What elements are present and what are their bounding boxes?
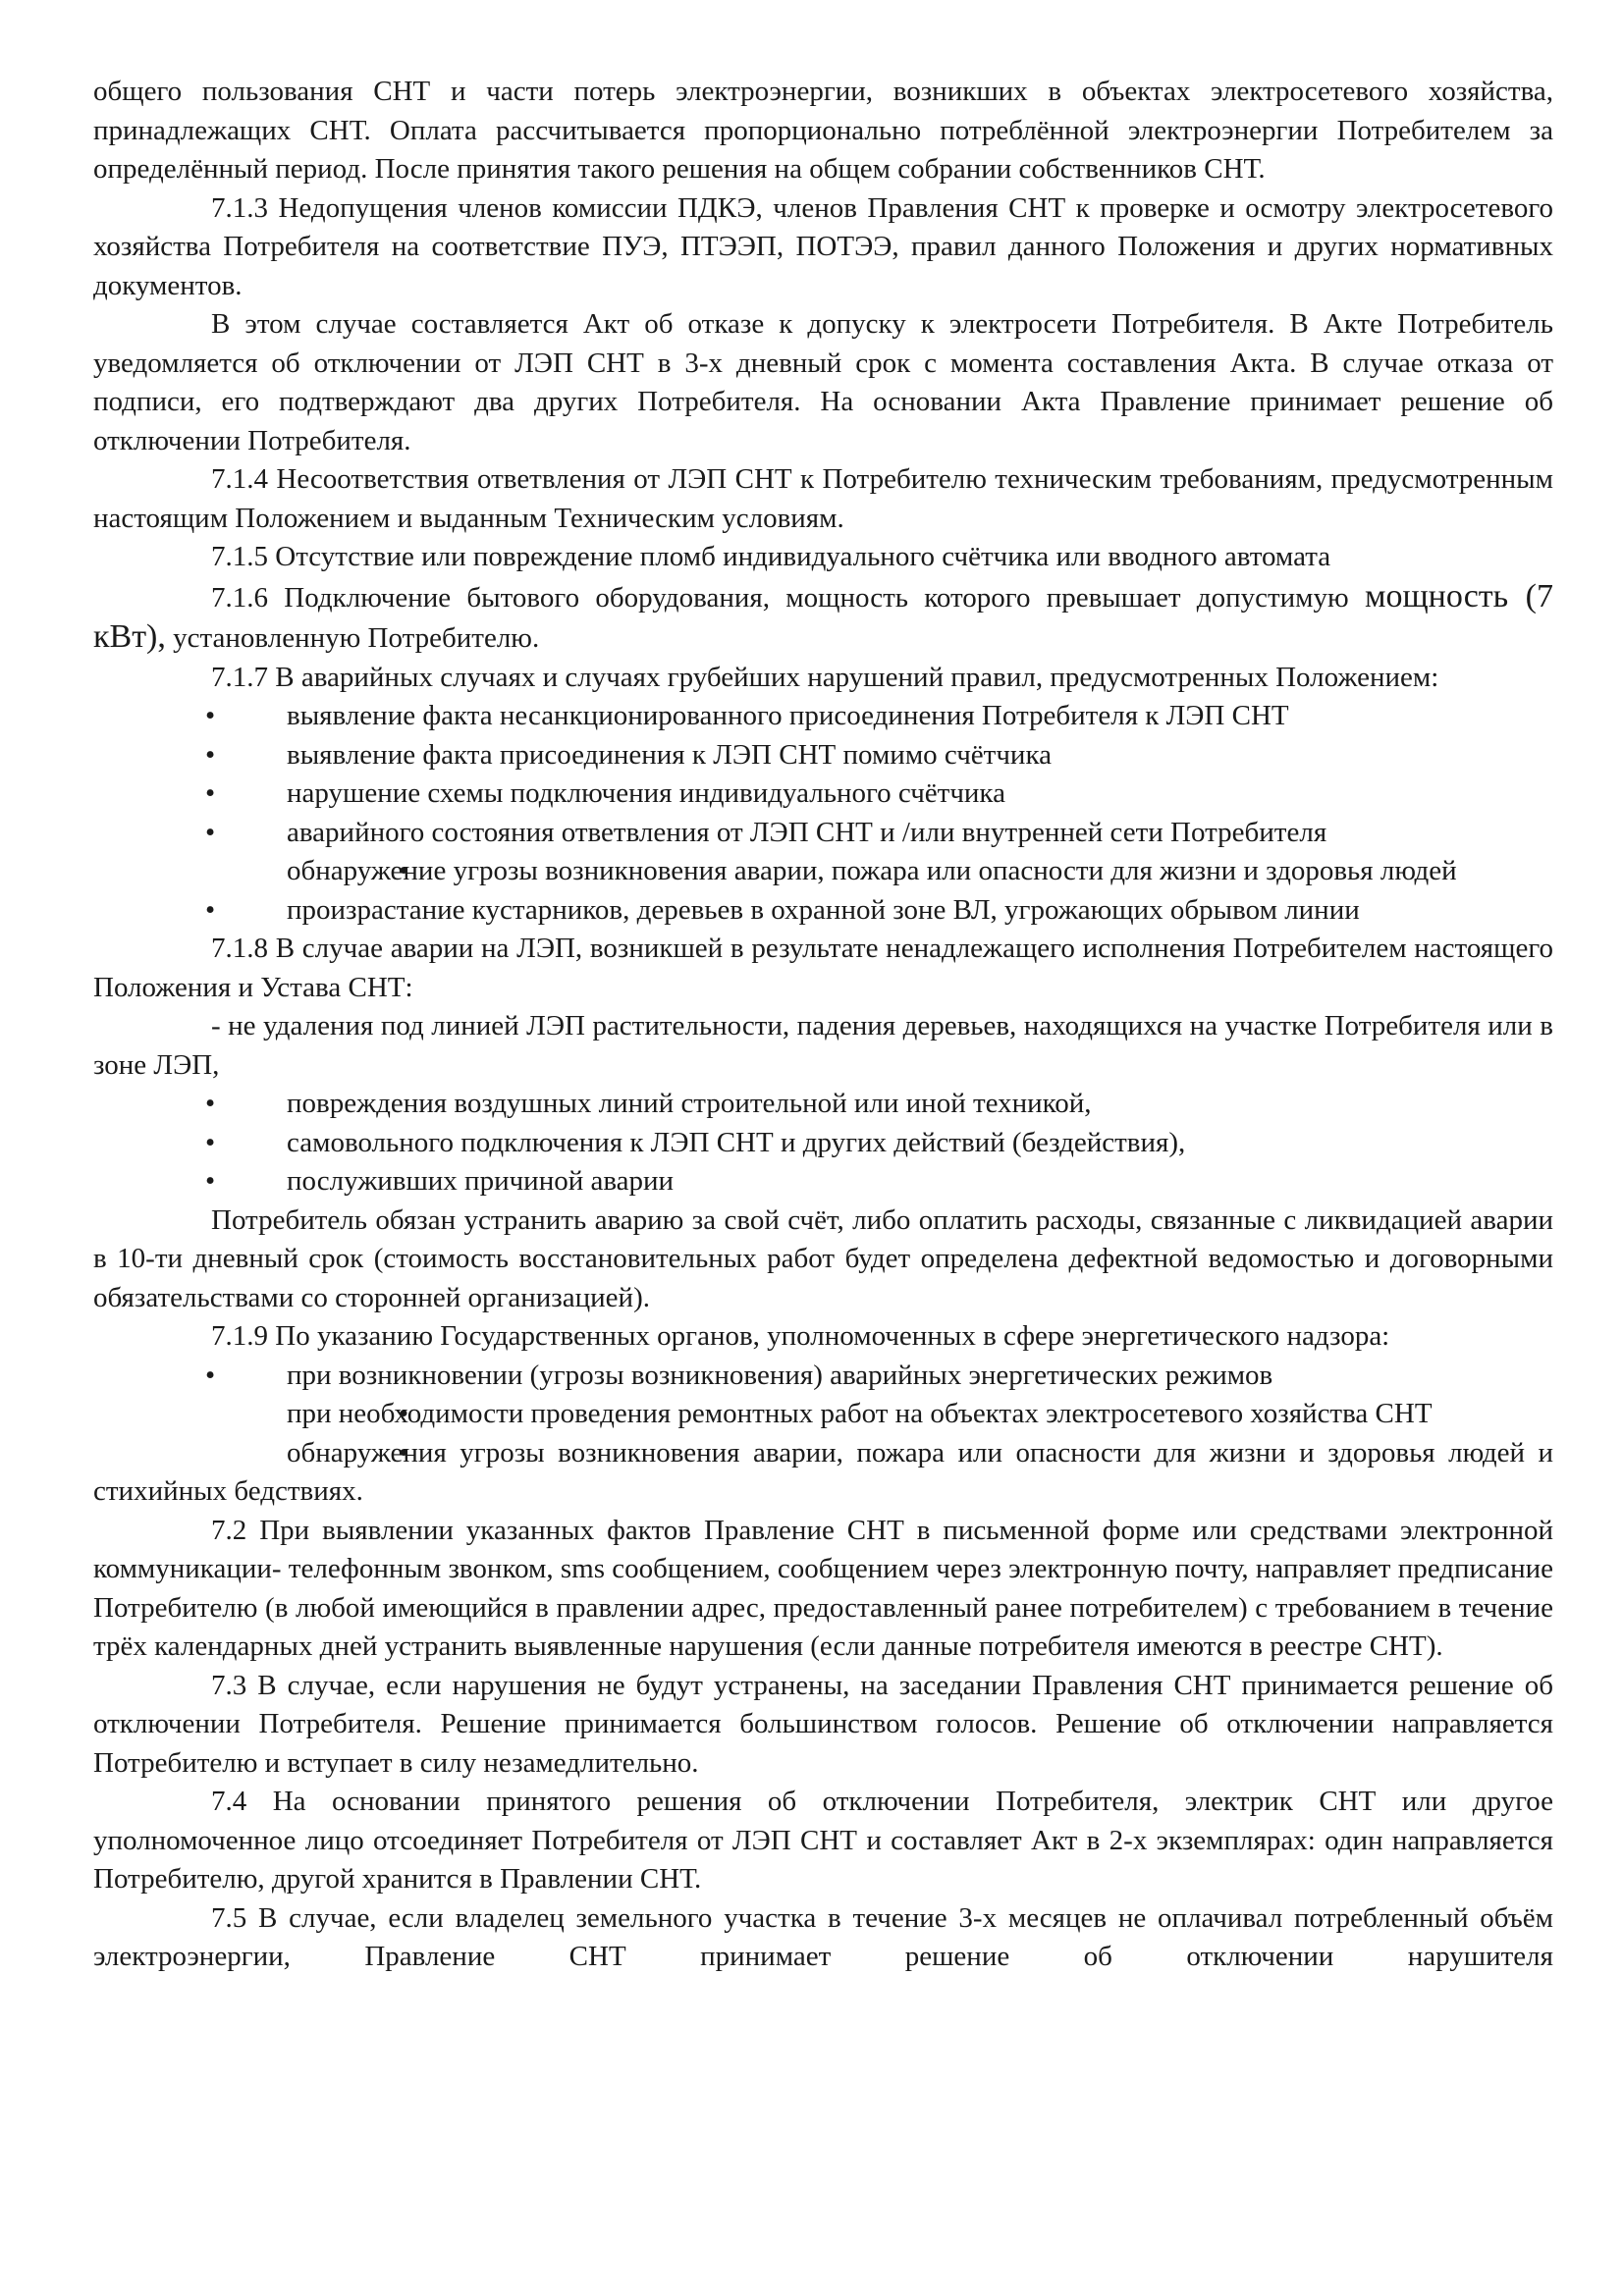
bullet-item: • при необходимости проведения ремонтных работ на объектах электросетевого хозяйства СНТ: [93, 1395, 1553, 1434]
bullet-item: • при возникновении (угрозы возникновения) аварийных энергетических режимов: [93, 1357, 1553, 1396]
paragraph-7-1-9: 7.1.9 По указанию Государственных органов, уполномоченных в сфере энергетического надзора:: [211, 1320, 1390, 1352]
bullet-item: • самовольного подключения к ЛЭП СНТ и других действий (бездействия),: [93, 1124, 1553, 1163]
paragraph-7-1-6-tail: установленную Потребителю.: [165, 622, 540, 654]
paragraph-7-1-4: 7.1.4 Несоответствия ответвления от ЛЭП СНТ к Потребителю техническим требованиям, предусмотренным настоящим Положением и выданным Техническим условиям.: [93, 463, 1553, 534]
power-limit-text: мощность (7 кВт),: [93, 577, 1553, 655]
paragraph-7-1-8-dash: - не удаления под линией ЛЭП растительности, падения деревьев, находящихся на участке Потребителя или в зоне ЛЭП,: [93, 1010, 1553, 1081]
paragraph-7-1-5: 7.1.5 Отсутствие или повреждение пломб индивидуального счётчика или вводного автомата: [211, 541, 1331, 572]
paragraph-7-1-8-obligation: Потребитель обязан устранить аварию за свой счёт, либо оплатить расходы, связанные с ликвидацией аварии в 10-ти дневный срок (стоимость восстановительных работ будет определена дефектной ведомостью и договорными обязательствами со сторонней организацией).: [93, 1203, 1553, 1313]
paragraph-intro: общего пользования СНТ и части потерь электроэнергии, возникших в объектах электросетевого хозяйства, принадлежащих СНТ. Оплата рассчитывается пропорционально потреблённой электроэнергии Потребителем за определённый период. После принятия такого решения на общем собрании собственников СНТ.: [93, 76, 1553, 185]
bullet-item: • аварийного состояния ответвления от ЛЭП СНТ и /или внутренней сети Потребителя: [93, 814, 1553, 853]
bullet-item: • послуживших причиной аварии: [93, 1162, 1553, 1201]
paragraph-7-1-3-act: В этом случае составляется Акт об отказе к допуску к электросети Потребителя. В Акте Потребитель уведомляется об отключении от ЛЭП СНТ в 3-х дневный срок с момента составления Акта. В случае отказа от подписи, его подтверждают два других Потребителя. На основании Акта Правление принимает решение об отключении Потребителя.: [93, 308, 1553, 456]
paragraph-7-2: 7.2 При выявлении указанных фактов Правление СНТ в письменной форме или средствами электронной коммуникации- телефонным звонком, sms сообщением, сообщением через электронную почту, направляет предписание Потребителю (в любой имеющийся в правлении адрес, предоставленный ранее потребителем) с требованием в течение трёх календарных дней устранить выявленные нарушения (если данные потребителя имеются в реестре СНТ).: [93, 1514, 1553, 1662]
bullet-item: • выявление факта несанкционированного присоединения Потребителя к ЛЭП СНТ: [93, 697, 1553, 736]
paragraph-7-1-8: 7.1.8 В случае аварии на ЛЭП, возникшей в результате ненадлежащего исполнения Потребителем настоящего Положения и Устава СНТ:: [93, 933, 1553, 1003]
document-page: [93, 73, 1553, 1977]
bullet-item: • нарушение схемы подключения индивидуального счётчика: [93, 774, 1553, 814]
bullet-item: • обнаружения угрозы возникновения аварии, пожара или опасности для жизни и здоровья людей и стихийных бедствиях.: [93, 1434, 1553, 1512]
paragraph-7-1-6-text: 7.1.6 Подключение бытового оборудования, мощность которого превышает допустимую: [211, 581, 1349, 614]
bullet-item: • выявление факта присоединения к ЛЭП СНТ помимо счётчика: [93, 736, 1553, 775]
paragraph-7-4: 7.4 На основании принятого решения об отключении Потребителя, электрик СНТ или другое уполномоченное лицо отсоединяет Потребителя от ЛЭП СНТ и составляет Акт в 2-х экземплярах: один направляется Потребителю, другой хранится в Правлении СНТ.: [93, 1786, 1553, 1895]
bullet-item: • произрастание кустарников, деревьев в охранной зоне ВЛ, угрожающих обрывом линии: [93, 891, 1553, 931]
paragraph-7-1-3: 7.1.3 Недопущения членов комиссии ПДКЭ, членов Правления СНТ к проверке и осмотру электросетевого хозяйства Потребителя на соответствие ПУЭ, ПТЭЭП, ПОТЭЭ, правил данного Положения и других нормативных документов.: [93, 191, 1553, 301]
paragraph-7-1-6: [93, 577, 1553, 659]
paragraph-7-3: 7.3 В случае, если нарушения не будут устранены, на заседании Правления СНТ принимается решение об отключении Потребителя. Решение принимается большинством голосов. Решение об отключении направляется Потребителю и вступает в силу незамедлительно.: [93, 1669, 1553, 1779]
bullet-item: • повреждения воздушных линий строительной или иной техникой,: [93, 1085, 1553, 1124]
bullet-item: • обнаружение угрозы возникновения аварии, пожара или опасности для жизни и здоровья людей: [93, 852, 1553, 891]
paragraph-7-1-7: 7.1.7 В аварийных случаях и случаях грубейших нарушений правил, предусмотренных Положением:: [211, 661, 1439, 693]
paragraph-7-5: 7.5 В случае, если владелец земельного участка в течение 3-х месяцев не оплачивал потребленный объём электроэнергии, Правление СНТ принимает решение об отключении нарушителя: [93, 1901, 1553, 1972]
